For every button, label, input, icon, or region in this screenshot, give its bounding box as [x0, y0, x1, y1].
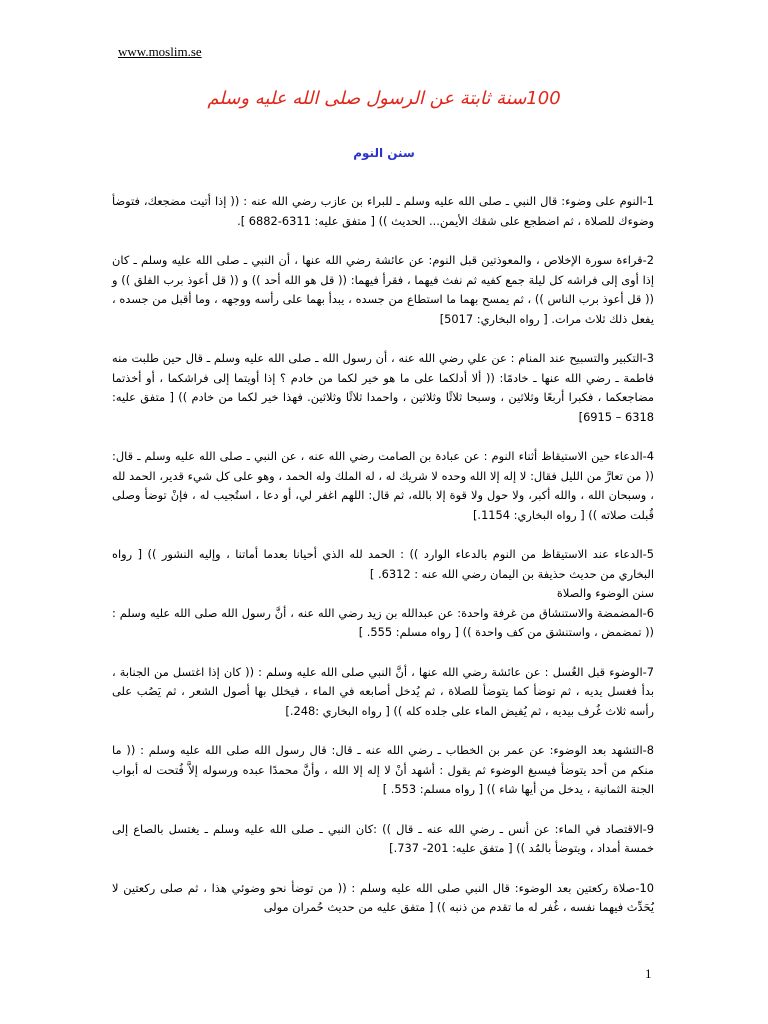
- page-number: 1: [645, 966, 652, 981]
- sunnah-paragraph-5: 5-الدعاء عند الاستيقاظ من النوم بالدعاء الوارد )) : الحمد لله الذي أحيانا بعدما أماتنا ، وإليه النشور )) [ رواه البخاري من حديث حذيفة بن اليمان رضي الله عنه : 6312. ]: [112, 547, 654, 581]
- section-title: سنن النوم: [353, 146, 415, 160]
- document-body: [112, 192, 654, 938]
- sunnah-paragraph-7: 7-الوضوء قبل الغُسل : عن عائشة رضي الله عنها ، أنَّ النبي صلى الله عليه وسلم : (( كان إذا اغتسل من الجنابة ، بدأ فغسل يديه ، ثم توضأ كما يتوضأ للصلاة ، ثم يُدخل أصابعه في الماء ، فيخلل بها أصول الشعر ، ثم يَصُب على رأسه ثلاث غُرف بيديه ، ثم يُفيض الماء على جلده كله )) [ رواه البخاري :248.]: [112, 664, 654, 718]
- sunnah-paragraph-1: 1-النوم على وضوء: قال النبي ـ صلى الله عليه وسلم ـ للبراء بن عازب رضي الله عنه : (( إذا أتيت مضجعك، فتوضأ وضوءك للصلاة ، ثم اضطجع على شقك الأيمن... الحديث )) [ متفق عليه: 6311-6882 ].: [112, 194, 654, 228]
- sunnah-paragraph-10: 10-صلاة ركعتين بعد الوضوء: قال النبي صلى الله عليه وسلم : (( من توضأ نحو وضوئي هذا ، ثم صلى ركعتين لا يُحَدِّث فيهما نفسه ، غُفر له ما تقدم من ذنبه )) [ متفق عليه من حديث حُمران مولى: [112, 880, 654, 914]
- sunnah-paragraph-8: 8-التشهد بعد الوضوء: عن عمر بن الخطاب ـ رضي الله عنه ـ قال: قال رسول الله صلى الله عليه وسلم : (( ما منكم من أحد يتوضأ فيسبغ الوضوء ثم يقول : أشهد أنْ لا إله إلا الله ، وأنَّ محمدًا عبده ورسوله إلاَّ فُتحت له أبواب الجنة الثمانية ، يدخل من أيها شاء )) [ رواه مسلم: 553. ]: [112, 743, 654, 796]
- sunnah-paragraph-2: 2-قراءة سورة الإخلاص ، والمعوذتين قبل النوم: عن عائشة رضي الله عنها ، أن النبي ـ صلى الله عليه وسلم ـ كان إذا أوى إلى فراشه كل ليلة جمع كفيه ثم نفث فيهما ، فقرأ فيهما: (( قل هو الله أحد )) و (( قل أعوذ برب الفلق )) و (( قل أعوذ برب الناس )) ، ثم يمسح بهما ما استطاع من جسده ، يبدأ بهما على رأسه ووجهه ، وما أقبل من جسده ، يفعل ذلك ثلاث مرات. [ رواه البخاري: 5017]: [112, 253, 654, 326]
- sunnah-paragraph-9: 9-الاقتصاد في الماء: عن أنس ـ رضي الله عنه ـ قال )) :كان النبي ـ صلى الله عليه وسلم ـ يغتسل بالصاع إلى خمسة أمداد ، ويتوضأ بالمُد )) [ متفق عليه: 201- 737.]: [112, 821, 654, 855]
- site-url-link[interactable]: www.moslim.se: [118, 44, 202, 59]
- subsection-heading: سنن الوضوء والصلاة: [556, 586, 654, 600]
- sunnah-paragraph-3: 3-التكبير والتسبيح عند المنام : عن علي رضي الله عنه ، أن رسول الله ـ صلى الله عليه وسلم ـ قال حين طلبت منه فاطمة ـ رضي الله عنها ـ خادمًا: (( ألا أدلكما على ما هو خير لكما من خادم ؟ إذا أويتما إلى فراشكما ، أو أخذتما مضاجعكما ، فكبرا أربعًا وثلاثين ، وسبحا ثلاثًا وثلاثين ، واحمدا ثلاثًا وثلاثين. فهذا خير لكما من خادم )) [ متفق عليه: 6318 – 6915]: [112, 351, 654, 424]
- sunnah-paragraph-6: 6-المضمضة والاستنشاق من غرفة واحدة: عن عبدالله بن زيد رضي الله عنه ، أنَّ رسول الله صلى الله عليه وسلم : (( تمضمض ، واستنشق من كف واحدة )) [ رواه مسلم: 555. ]: [112, 605, 654, 639]
- document-title: 100سنة ثابتة عن الرسول صلى الله عليه وسلم: [207, 88, 561, 109]
- sunnah-paragraph-4: 4-الدعاء حين الاستيقاظ أثناء النوم : عن عبادة بن الصامت رضي الله عنه ، عن النبي ـ صلى الله عليه وسلم ـ قال: (( من تعارَّ من الليل فقال: لا إله إلا الله وحده لا شريك له ، له الملك وله الحمد ، وهو على كل شيء قدير، الحمد لله ، وسبحان الله ، والله أكبر، ولا حول ولا قوة إلا بالله، ثم قال: اللهم اغفر لي، أو دعا ، استُجيب له ، فإنْ توضأ وصلى قُبلت صلاته )) [ رواه البخاري: 1154.]: [112, 449, 654, 522]
